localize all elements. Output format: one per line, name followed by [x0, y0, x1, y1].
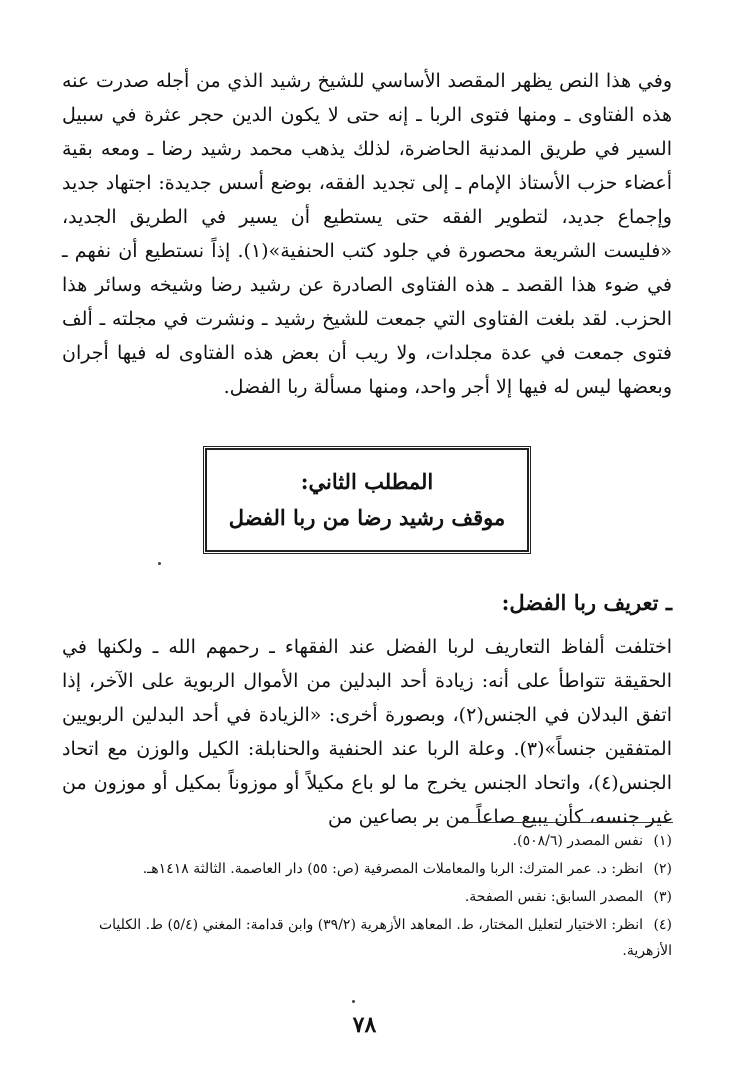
- footnote-number: (٤): [653, 917, 672, 933]
- section-title-box: [203, 446, 531, 554]
- footnote-number: (٢): [653, 861, 672, 877]
- footnote-text: انظر: د. عمر المترك: الربا والمعاملات المصرفية (ص: ٥٥) دار العاصمة. الثالثة ١٤١٨هـ.: [142, 861, 644, 877]
- footnote-separator: [465, 822, 673, 823]
- page-body: [62, 64, 672, 834]
- page-number: ٧٨: [352, 1012, 377, 1038]
- section-title-line-2: موقف رشيد رضا من ربا الفضل: [228, 505, 506, 530]
- footnote-text: نفس المصدر (٥٠٨/٦).: [512, 833, 644, 849]
- footnote-number: (١): [653, 833, 672, 849]
- footnote-1: [62, 828, 672, 854]
- footnote-text: المصدر السابق: نفس الصفحة.: [464, 889, 644, 905]
- footnotes: [62, 826, 672, 964]
- footnote-2: [62, 856, 672, 882]
- subheading: ـ تعريف ربا الفضل:: [501, 590, 672, 615]
- paragraph-1: وفي هذا النص يظهر المقصد الأساسي للشيخ رشيد الذي من أجله صدرت عنه هذه الفتاوى ـ ومنها فتوى الربا ـ إنه حتى لا يكون الدين حجر عثرة في سبيل السير في طريق المدنية الحاضرة، لذلك يذهب محمد رشيد رضا ـ ومعه بقية أعضاء حزب الأستاذ الإمام ـ إلى تجديد الفقه، بوضع أسس جديدة: اجتهاد جديد وإجماع جديد، لتطوير الفقه حتى يستطيع أن يسير في الطريق الجديد، «فليست الشريعة محصورة في جلود كتب الحنفية»(١). إذاً نستطيع أن نفهم ـ في ضوء هذا القصد ـ هذه الفتاوى الصادرة عن رشيد رضا وشيخه وسائر هذا الحزب. لقد بلغت الفتاوى التي جمعت للشيخ رشيد ـ ونشرت في مجلته ـ ألف فتوى جمعت في عدة مجلدات، ولا ريب أن بعض هذه الفتاوى له فيها أجران وبعضها ليس له فيها إلا أجر واحد، ومنها مسألة ربا الفضل.: [62, 70, 672, 398]
- scan-speck: [352, 1000, 355, 1003]
- scan-speck: [158, 562, 161, 565]
- footnote-4: [62, 912, 672, 964]
- footnote-3: [62, 884, 672, 910]
- footnote-number: (٣): [653, 889, 672, 905]
- section-title-line-1: المطلب الثاني:: [300, 469, 434, 494]
- footnote-text: انظر: الاختيار لتعليل المختار، ط. المعاهد الأزهرية (٣٩/٢) وابن قدامة: المغني (٥/٤) ط. الكليات الأزهرية.: [98, 917, 672, 959]
- paragraph-2: اختلفت ألفاظ التعاريف لربا الفضل عند الفقهاء ـ رحمهم الله ـ ولكنها في الحقيقة تتواطأ على أنه: زيادة أحد البدلين من الأموال الربوية على الآخر، إذا اتفق البدلان في الجنس(٢)، وبصورة أخرى: «الزيادة في أحد البدلين الربويين المتفقين جنساً»(٣). وعلة الربا عند الحنفية والحنابلة: الكيل والوزن مع اتحاد الجنس(٤)، واتحاد الجنس يخرج ما لو باع مكيلاً أو موزوناً بمكيل أو موزون من غير جنسه، كأن يبيع صاعاً من بر بصاعين من: [62, 636, 673, 828]
